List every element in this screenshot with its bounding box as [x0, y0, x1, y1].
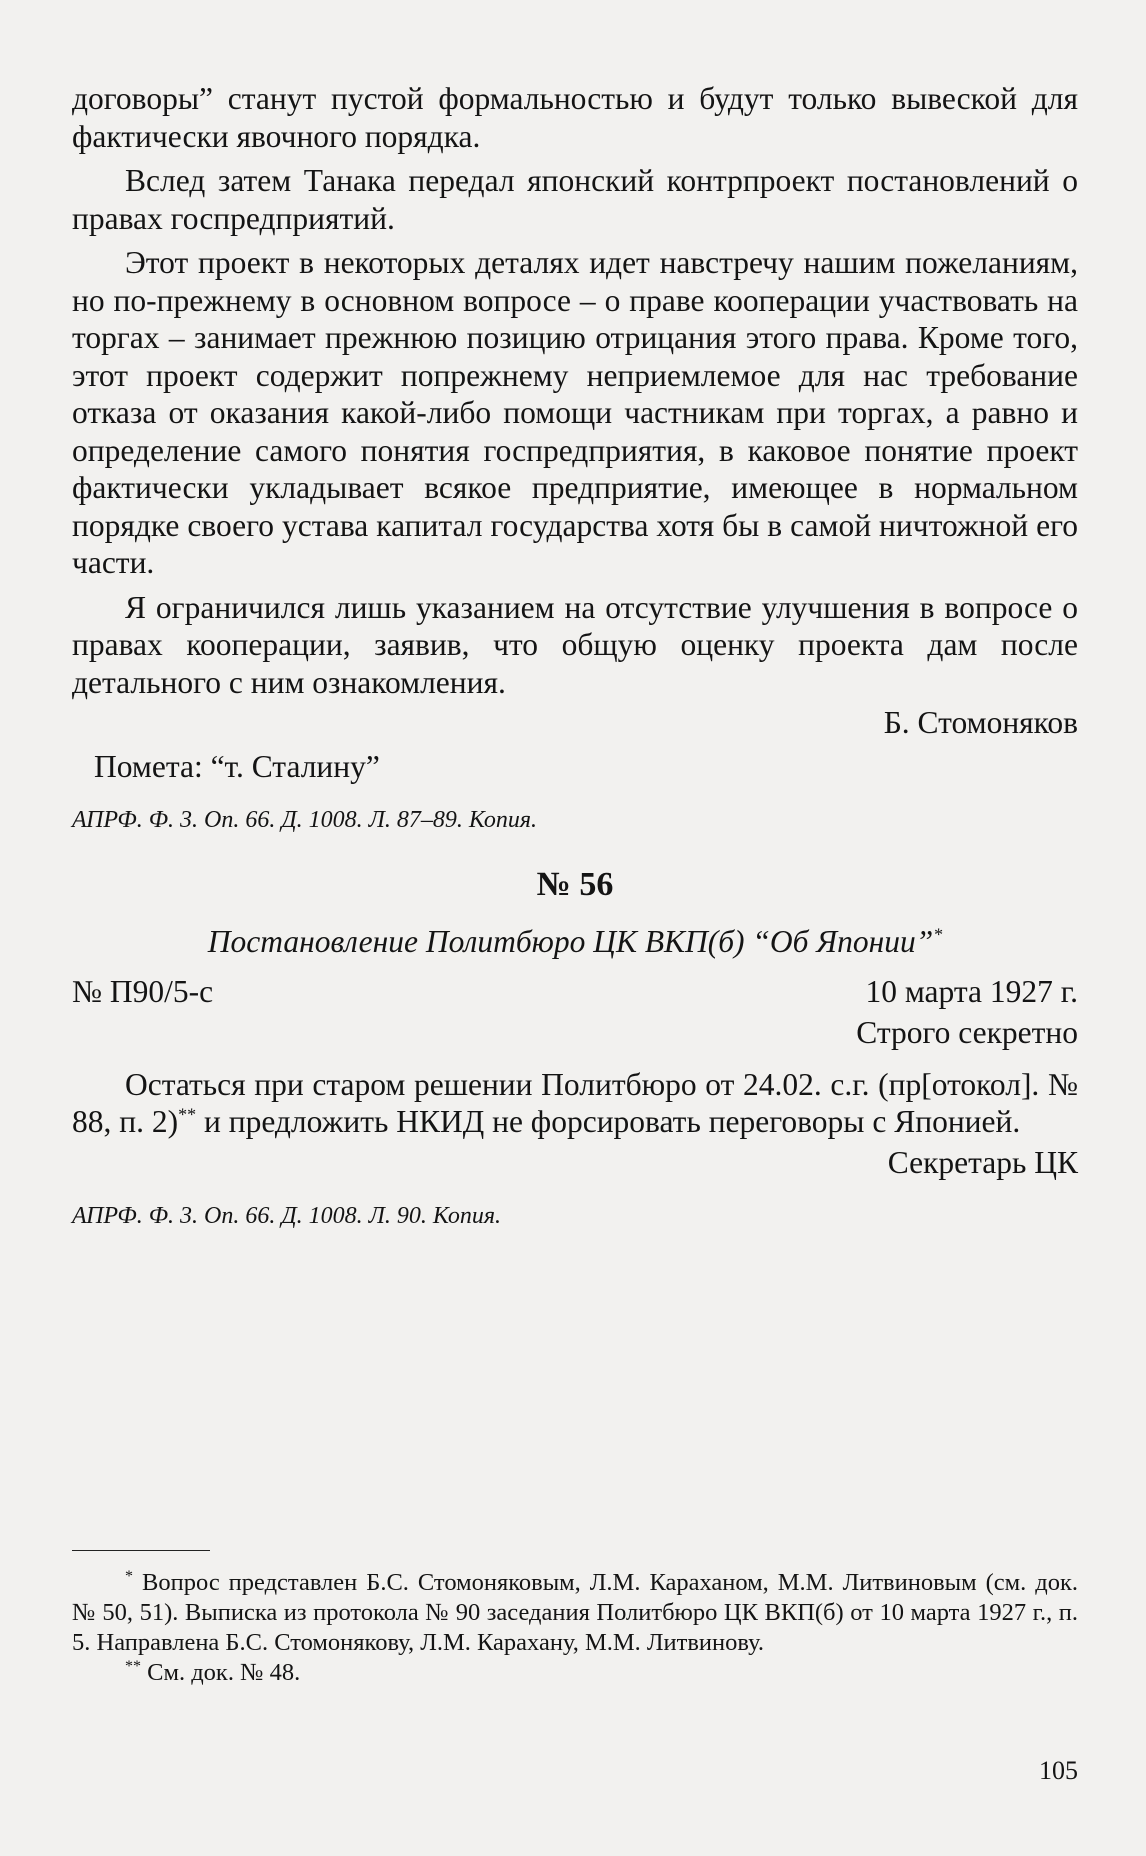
archive-source-1: АПРФ. Ф. 3. Оп. 66. Д. 1008. Л. 87–89. Копия.	[72, 807, 538, 833]
registration-number: № П90/5-с	[72, 973, 214, 1009]
resolution-text	[72, 1066, 1078, 1141]
footnote-2-mark: **	[125, 1657, 141, 1675]
resolution-text-main: Остаться при старом решении Политбюро от 24.02. с.г. (пр[отокол]. № 88, п. 2)	[72, 1066, 1078, 1139]
paragraph-1: договоры” станут пустой формальностью и будут только вывеской для фактически явочного порядка.	[72, 81, 1078, 154]
footnote-mark-title: *	[933, 924, 943, 945]
footnote-2	[72, 1658, 1078, 1688]
footnote-1-mark: *	[125, 1567, 133, 1585]
classification-label: Строго секретно	[856, 1015, 1078, 1050]
footnotes	[72, 1568, 1078, 1688]
archive-source-2: АПРФ. Ф. 3. Оп. 66. Д. 1008. Л. 90. Копия.	[72, 1203, 502, 1229]
note-pometa: Помета: “т. Сталину”	[94, 748, 380, 784]
document-title-text: Постановление Политбюро ЦК ВКП(б) “Об Японии”	[207, 924, 934, 959]
paragraph-4: Я ограничился лишь указанием на отсутствие улучшения в вопросе о правах кооперации, заявив, что общую оценку проекта дам после детального с ним ознакомления.	[72, 589, 1078, 700]
signature-stomonyakov: Б. Стомоняков	[883, 705, 1078, 740]
signature-secretary: Секретарь ЦК	[887, 1144, 1078, 1180]
paragraph-3: Этот проект в некоторых деталях идет навстречу нашим пожеланиям, но по-прежнему в основном вопросе – о праве кооперации участвовать на торгах – занимает прежнюю позицию отрицания этого права. Кроме того, этот проект содержит попрежнему неприемлемое для нас требование отказа от оказания какой-либо помощи частникам при торгах, а равно и определение самого понятия госпредприятия, в каковое понятие проект фактически укладывает всякое предприятие, имеющее в нормальном порядке своего устава капитал государства хотя бы в самой ничтожной его части.	[72, 245, 1078, 580]
resolution-text-tail: и предложить НКИД не форсировать переговоры с Японией.	[196, 1104, 1021, 1139]
paragraph-2: Вслед затем Танака передал японский контрпроект постановлений о правах госпредприятий.	[72, 163, 1078, 236]
document-meta-row	[72, 973, 1078, 1011]
document-date: 10 марта 1927 г.	[865, 973, 1078, 1009]
document-number: № 56	[536, 866, 614, 903]
footnote-1	[72, 1568, 1078, 1658]
document-title	[72, 923, 1078, 961]
footnote-1-text: Вопрос представлен Б.С. Стомоняковым, Л.М. Караханом, М.М. Литвиновым (см. док. № 50, 51). Выписка из протокола № 90 заседания Политбюро ЦК ВКП(б) от 10 марта 1927 г., п. 5. Направлена Б.С. Стомонякову, Л.М. Карахану, М.М. Литвинову.	[72, 1569, 1078, 1656]
footnote-mark-resolution: **	[178, 1104, 197, 1125]
page-number: 105	[1039, 1756, 1078, 1785]
footnote-divider	[72, 1550, 210, 1551]
page-body	[72, 80, 1078, 1231]
footnote-2-text: См. док. № 48.	[147, 1659, 301, 1686]
